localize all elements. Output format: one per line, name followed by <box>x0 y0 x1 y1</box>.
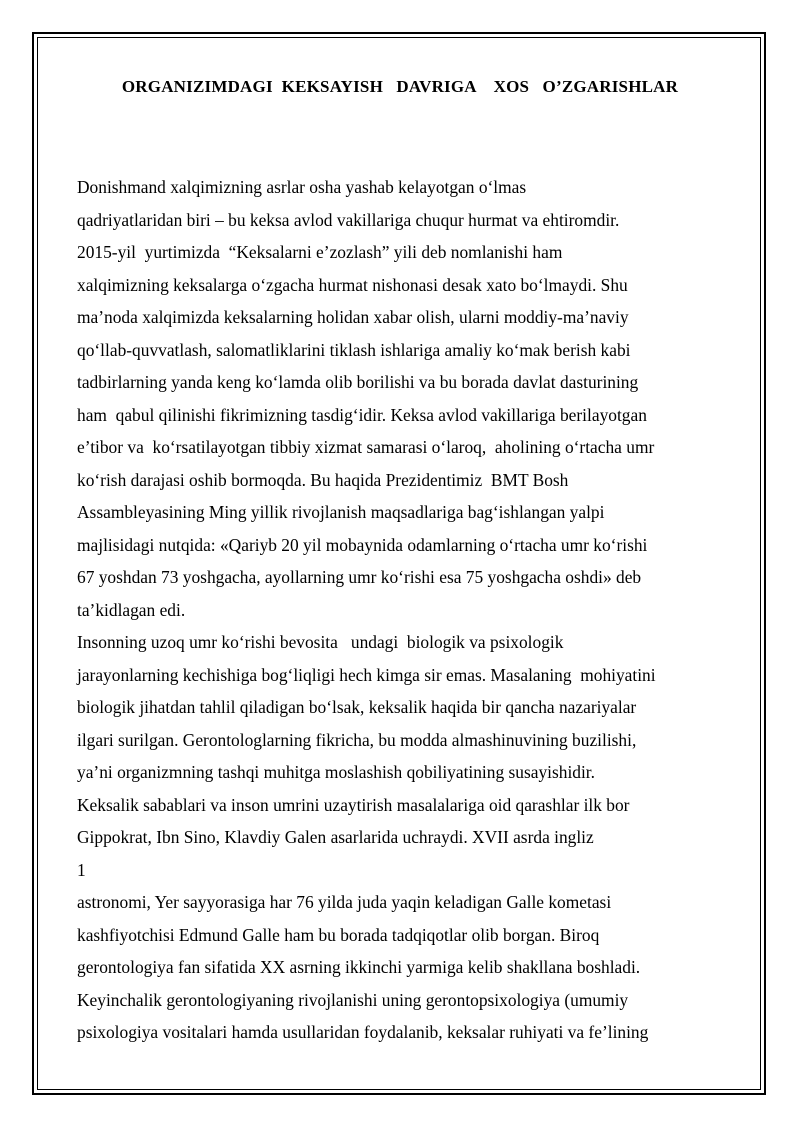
text-line: majlisidagi nutqida: «Qariyb 20 yil mobaynida odamlarning o‘rtacha umr ko‘rishi <box>77 534 648 555</box>
text-line: astronomi, Yer sayyorasiga har 76 yilda juda yaqin keladigan Galle kometasi <box>77 892 612 912</box>
text-line: tadbirlarning yanda keng ko‘lamda olib borilishi va bu borada davlat dasturining <box>77 372 639 392</box>
text-line: Donishmand xalqimizning asrlar osha yashab kelayotgan o‘lmas <box>77 177 527 197</box>
text-line: kashfiyotchisi Edmund Galle ham bu borada tadqiqotlar olib borgan. Biroq <box>77 924 600 945</box>
text-line: ya’ni organizmning tashqi muhitga moslashish qobiliyatining susayishidir. <box>77 762 595 782</box>
text-line: Gippokrat, Ibn Sino, Klavdiy Galen asarlarida uchraydi. XVII asrda ingliz <box>77 827 594 847</box>
text-line: ma’noda xalqimizda keksalarning holidan xabar olish, ularni moddiy-ma’naviy <box>77 307 629 327</box>
text-line: qo‘llab-quvvatlash, salomatliklarini tiklash ishlariga amaliy ko‘mak berish kabi <box>77 339 631 360</box>
text-line: Keksalik sabablari va inson umrini uzaytirish masalalariga oid qarashlar ilk bor <box>77 794 630 815</box>
text-line: ham qabul qilinishi fikrimizning tasdig‘idir. Keksa avlod vakillariga berilayotgan <box>77 404 647 425</box>
text-line: ko‘rish darajasi oshib bormoqda. Bu haqida Prezidentimiz BMT Bosh <box>77 469 569 490</box>
text-line: gerontologiya fan sifatida XX asrning ikkinchi yarmiga kelib shakllana boshladi. <box>77 957 641 977</box>
text-line: Keyinchalik gerontologiyaning rivojlanishi uning gerontopsixologiya (umumiy <box>77 989 629 1010</box>
text-line: xalqimizning keksalarga o‘zgacha hurmat nishonasi desak xato bo‘lmaydi. Shu <box>77 274 628 295</box>
text-line: ilgari surilgan. Gerontologlarning fikricha, bu modda almashinuvining buzilishi, <box>77 729 637 750</box>
text-line: ta’kidlagan edi. <box>77 599 186 620</box>
text-line: qadriyatlaridan biri – bu keksa avlod vakillariga chuqur hurmat va ehtiromdir. <box>77 209 620 230</box>
document-body <box>77 171 717 1049</box>
text-line: Assambleyasining Ming yillik rivojlanish maqsadlariga bag‘ishlangan yalpi <box>77 502 605 522</box>
text-line: biologik jihatdan tahlil qiladigan bo‘lsak, keksalik haqida bir qancha nazariyalar <box>77 697 637 717</box>
text-line: Insonning uzoq umr ko‘rishi bevosita undagi biologik va psixologik <box>77 632 564 652</box>
document-title: ORGANIZIMDAGI KEKSAYISH DAVRIGA XOS O’ZGARISHLAR <box>121 77 679 96</box>
text-line: jarayonlarning kechishiga bog‘liqligi hech kimga sir emas. Masalaning mohiyatini <box>77 664 656 685</box>
text-line: 2015-yil yurtimizda “Keksalarni e’zozlash” yili deb nomlanishi ham <box>77 242 563 262</box>
text-line: 67 yoshdan 73 yoshgacha, ayollarning umr ko‘rishi esa 75 yoshgacha oshdi» deb <box>77 567 642 587</box>
text-line: psixologiya vositalari hamda usullaridan foydalanib, keksalar ruhiyati va fe’lining <box>77 1022 649 1042</box>
page-number: 1 <box>77 859 86 880</box>
text-line: e’tibor va ko‘rsatilayotgan tibbiy xizmat samarasi o‘laroq, aholining o‘rtacha umr <box>77 437 655 457</box>
